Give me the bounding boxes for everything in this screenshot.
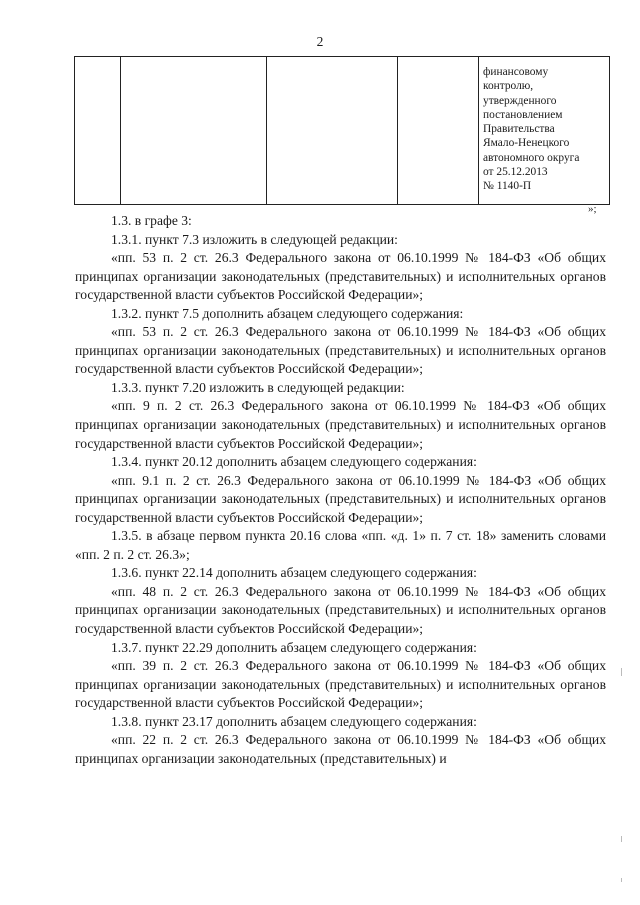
paragraph: «пп. 22 п. 2 ст. 26.3 Федерального закона от 06.10.1999 № 184-ФЗ «Об общих принципах организации законодательных (представительных) и	[75, 732, 606, 766]
paragraph: 1.3.7. пункт 22.29 дополнить абзацем следующего содержания:	[111, 639, 477, 655]
paragraph: 1.3.8. пункт 23.17 дополнить абзацем следующего содержания:	[111, 713, 477, 729]
paragraph: «пп. 9.1 п. 2 ст. 26.3 Федерального закона от 06.10.1999 № 184-ФЗ «Об общих принципах организации законодательных (представительных) и исполнительных органов государственной власти субъектов Российской Федерации»;	[75, 472, 606, 525]
paragraph: 1.3.6. пункт 22.14 дополнить абзацем следующего содержания:	[111, 565, 477, 581]
paragraph: 1.3.1. пункт 7.3 изложить в следующей редакции:	[111, 231, 398, 247]
table-cell	[398, 57, 479, 205]
paragraph: «пп. 39 п. 2 ст. 26.3 Федерального закона от 06.10.1999 № 184-ФЗ «Об общих принципах организации законодательных (представительных) и исполнительных органов государственной власти субъектов Российской Федерации»;	[75, 658, 606, 711]
page-number: 2	[316, 34, 324, 49]
table-cell	[479, 57, 610, 205]
scan-mark	[621, 878, 622, 882]
paragraph: «пп. 53 п. 2 ст. 26.3 Федерального закона от 06.10.1999 № 184-ФЗ «Об общих принципах организации законодательных (представительных) и исполнительных органов государственной власти субъектов Российской Федерации»;	[75, 250, 606, 303]
paragraph: 1.3.3. пункт 7.20 изложить в следующей редакции:	[111, 379, 405, 395]
table-cell	[75, 57, 121, 205]
paragraph: 1.3.5. в абзаце первом пункта 20.16 слова «пп. «д. 1» п. 7 ст. 18» заменить словами «пп. 2 п. 2 ст. 26.3»;	[75, 528, 606, 562]
table-row	[75, 57, 610, 205]
paragraph: «пп. 53 п. 2 ст. 26.3 Федерального закона от 06.10.1999 № 184-ФЗ «Об общих принципах организации законодательных (представительных) и исполнительных органов государственной власти субъектов Российской Федерации»;	[75, 324, 606, 377]
scan-mark	[621, 836, 622, 842]
table-cell	[267, 57, 398, 205]
paragraph: «пп. 48 п. 2 ст. 26.3 Федерального закона от 06.10.1999 № 184-ФЗ «Об общих принципах организации законодательных (представительных) и исполнительных органов государственной власти субъектов Российской Федерации»;	[75, 583, 606, 637]
paragraph: 1.3. в графе 3:	[111, 213, 192, 228]
document-body	[75, 212, 606, 768]
paragraph: 1.3.4. пункт 20.12 дополнить абзацем следующего содержания:	[111, 454, 477, 470]
table-fragment	[74, 56, 610, 205]
paragraph: 1.3.2. пункт 7.5 дополнить абзацем следующего содержания:	[111, 305, 464, 321]
table-cell	[121, 57, 267, 205]
paragraph: «пп. 9 п. 2 ст. 26.3 Федерального закона от 06.10.1999 № 184-ФЗ «Об общих принципах организации законодательных (представительных) и исполнительных органов государственной власти субъектов Российской Федерации»;	[75, 398, 606, 451]
table-closing-mark: »;	[588, 203, 597, 215]
table-cell-text: финансовому контролю, утвержденного постановлением Правительства Ямало-Ненецкого автономного округа от 25.12.2013 № 1140-П	[483, 66, 580, 193]
scan-mark	[621, 668, 622, 676]
